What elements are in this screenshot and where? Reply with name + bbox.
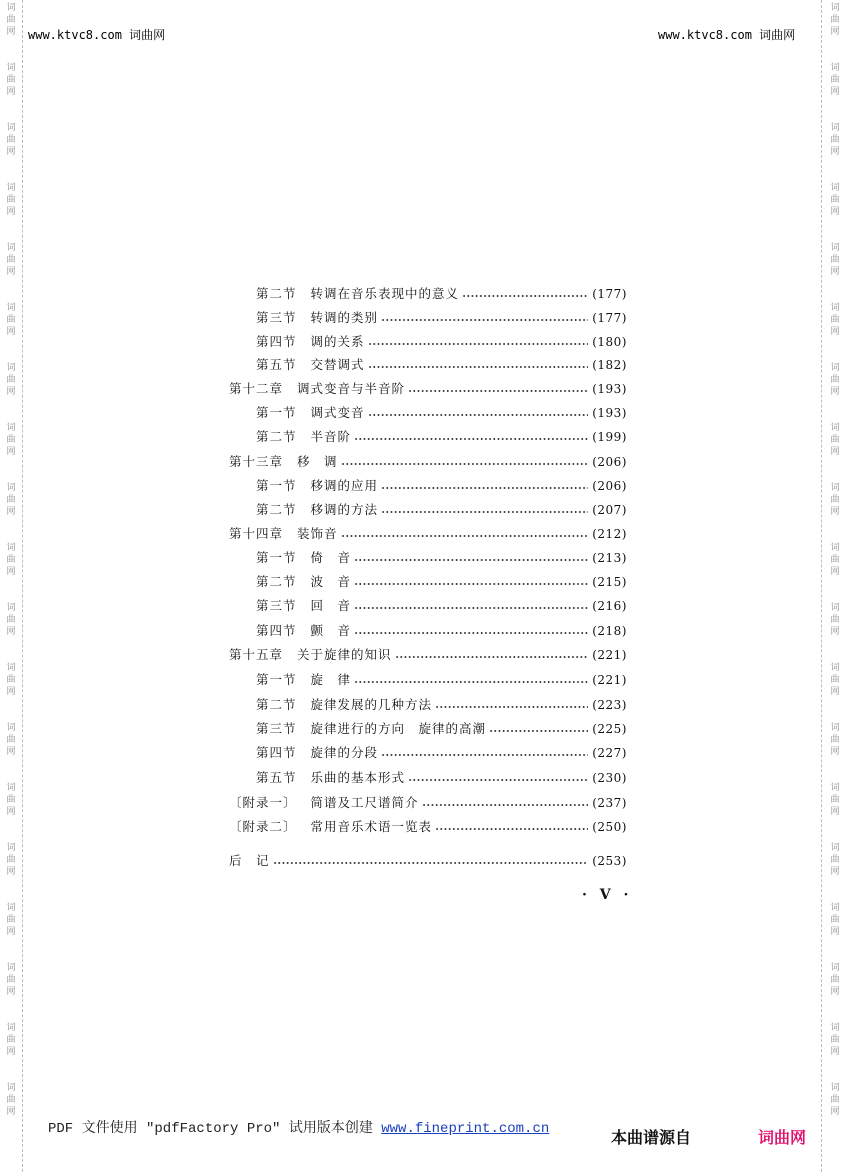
toc-entry[interactable] — [256, 330, 627, 350]
toc-dot-leader — [341, 534, 589, 538]
toc-entry[interactable] — [256, 668, 627, 688]
toc-entry-title: 倚 音 — [310, 550, 352, 565]
toc-entry-title: 调式变音 — [310, 405, 365, 420]
source-label: 本曲谱源自 — [611, 1128, 692, 1147]
header-url-left[interactable]: www.ktvc8.com 词曲网 — [28, 28, 166, 42]
toc-entry-number: 第二节 — [256, 286, 297, 301]
watermark-text: 词 曲 网 — [830, 723, 840, 757]
toc-entry-title: 调式变音与半音阶 — [297, 381, 406, 396]
toc-entry-title: 旋律的分段 — [310, 745, 379, 760]
toc-dot-leader — [354, 582, 588, 586]
watermark-text: 词 曲 网 — [830, 483, 840, 517]
toc-dot-leader — [381, 510, 588, 514]
toc-entry-page: (215) — [592, 575, 627, 589]
toc-dot-leader — [368, 365, 589, 369]
toc-entry-number: 〔附录一〕 — [229, 795, 297, 810]
toc-entry-number: 第三节 — [256, 598, 297, 613]
watermark-text: 词 曲 网 — [6, 603, 16, 637]
toc-entry[interactable] — [256, 619, 627, 639]
toc-entry-number: 第一节 — [256, 405, 297, 420]
watermark-text: 词 曲 网 — [830, 603, 840, 637]
toc-dot-leader — [368, 413, 589, 417]
toc-entry[interactable] — [256, 401, 627, 421]
toc-entry-title: 半音阶 — [310, 429, 352, 444]
watermark-text: 词 曲 网 — [830, 363, 840, 397]
toc-dot-leader — [408, 389, 588, 393]
watermark-text: 词 曲 网 — [6, 543, 16, 577]
toc-entry-title: 移 调 — [297, 454, 338, 469]
watermark-text: 词 曲 网 — [830, 543, 840, 577]
toc-dot-leader — [354, 680, 588, 684]
toc-entry-title: 回 音 — [310, 598, 352, 613]
fineprint-link[interactable]: www.fineprint.com.cn — [381, 1121, 550, 1137]
watermark-text: 词 曲 网 — [830, 183, 840, 217]
toc-entry-page: (199) — [592, 430, 627, 444]
watermark-text: 词 曲 网 — [830, 963, 840, 997]
toc-entry[interactable] — [256, 425, 627, 445]
watermark-text: 词 曲 网 — [6, 123, 16, 157]
toc-dot-leader — [354, 606, 588, 610]
toc-entry-title: 常用音乐术语一览表 — [310, 819, 433, 834]
toc-entry[interactable] — [229, 815, 627, 835]
toc-entry-page: (253) — [592, 854, 627, 868]
watermark-text: 词 曲 网 — [6, 183, 16, 217]
toc-entry-number: 第一节 — [256, 672, 297, 687]
toc-entry[interactable] — [256, 766, 627, 786]
toc-entry-page: (216) — [592, 599, 627, 613]
watermark-text: 词 曲 网 — [6, 783, 16, 817]
toc-dot-leader — [368, 342, 589, 346]
toc-entry-number: 〔附录二〕 — [229, 819, 297, 834]
toc-dot-leader — [408, 778, 588, 782]
toc-entry-page: (221) — [592, 673, 627, 687]
toc-entry-page: (193) — [592, 406, 627, 420]
toc-entry[interactable] — [256, 282, 627, 302]
toc-dot-leader — [462, 294, 588, 298]
toc-entry[interactable] — [256, 741, 627, 761]
source-brand-link[interactable]: 词曲网 — [758, 1128, 807, 1147]
toc-entry-page: (237) — [592, 796, 627, 810]
page-number: · Ⅴ · — [582, 887, 633, 903]
toc-entry-number: 第四节 — [256, 745, 297, 760]
toc-dot-leader — [381, 753, 588, 757]
toc-entry-title: 转调在音乐表现中的意义 — [310, 286, 460, 301]
toc-entry-page: (227) — [592, 746, 627, 760]
toc-dot-leader — [354, 437, 588, 441]
watermark-text: 词 曲 网 — [830, 63, 840, 97]
toc-dot-leader — [381, 486, 588, 490]
toc-entry[interactable] — [229, 377, 627, 397]
watermark-text: 词 曲 网 — [830, 663, 840, 697]
toc-entry[interactable] — [256, 717, 627, 737]
toc-entry-number: 第一节 — [256, 478, 297, 493]
toc-entry-title: 移调的应用 — [310, 478, 379, 493]
toc-dot-leader — [489, 729, 588, 733]
watermark-text: 词 曲 网 — [830, 1083, 840, 1117]
toc-dot-leader — [354, 631, 588, 635]
toc-entry[interactable] — [256, 570, 627, 590]
toc-entry-title: 调的关系 — [310, 334, 365, 349]
watermark-text: 词 曲 网 — [6, 903, 16, 937]
toc-entry-title: 乐曲的基本形式 — [310, 770, 406, 785]
toc-entry-page: (218) — [592, 624, 627, 638]
toc-entry-page: (221) — [592, 648, 627, 662]
pdf-footer — [48, 1117, 549, 1137]
toc-entry[interactable] — [256, 594, 627, 614]
toc-entry-number: 第一节 — [256, 550, 297, 565]
toc-entry-page: (206) — [592, 455, 627, 469]
toc-entry-title: 简谱及工尺谱简介 — [310, 795, 419, 810]
toc-entry-number: 第二节 — [256, 502, 297, 517]
toc-entry[interactable] — [229, 450, 627, 470]
watermark-text: 词 曲 网 — [830, 123, 840, 157]
toc-dot-leader — [341, 462, 589, 466]
watermark-text: 词 曲 网 — [6, 243, 16, 277]
watermark-text: 词 曲 网 — [6, 843, 16, 877]
toc-entry-title: 关于旋律的知识 — [297, 647, 392, 662]
toc-entry[interactable] — [229, 522, 627, 542]
toc-entry-number: 第四节 — [256, 623, 297, 638]
toc-dot-leader — [435, 827, 588, 831]
toc-entry-title: 旋 律 — [310, 672, 352, 687]
watermark-text: 词 曲 网 — [830, 783, 840, 817]
watermark-text: 词 曲 网 — [6, 63, 16, 97]
watermark-text: 词 曲 网 — [830, 243, 840, 277]
watermark-text: 词 曲 网 — [6, 663, 16, 697]
toc-entry-number: 第二节 — [256, 574, 297, 589]
toc-entry-number: 第十三章 — [229, 454, 284, 469]
toc-entry-number: 第十四章 — [229, 526, 284, 541]
toc-entry-number: 第三节 — [256, 721, 297, 736]
watermark-text: 词 曲 网 — [830, 303, 840, 337]
toc-entry-page: (180) — [592, 335, 627, 349]
toc-entry[interactable] — [256, 474, 627, 494]
toc-entry[interactable] — [256, 353, 627, 373]
toc-entry-page: (225) — [592, 722, 627, 736]
toc-entry-page: (223) — [592, 698, 627, 712]
header-url-right[interactable]: www.ktvc8.com 词曲网 — [658, 28, 796, 42]
toc-entry-page: (206) — [592, 479, 627, 493]
watermark-text: 词 曲 网 — [830, 1023, 840, 1057]
toc-entry-title: 移调的方法 — [310, 502, 379, 517]
toc-entry[interactable] — [256, 498, 627, 518]
toc-entry-page: (207) — [592, 503, 627, 517]
toc-dot-leader — [273, 861, 589, 865]
toc-entry-number: 第三节 — [256, 310, 297, 325]
pdf-footer-text: PDF 文件使用 "pdfFactory Pro" 试用版本创建 — [48, 1121, 382, 1137]
toc-entry-title: 装饰音 — [297, 526, 338, 541]
toc-entry-title: 颤 音 — [310, 623, 352, 638]
toc-entry-page: (177) — [592, 311, 627, 325]
toc-entry-number: 第五节 — [256, 770, 297, 785]
watermark-text: 词 曲 网 — [6, 423, 16, 457]
toc-entry[interactable] — [256, 546, 627, 566]
toc-entry-number: 第二节 — [256, 697, 297, 712]
watermark-text: 词 曲 网 — [6, 483, 16, 517]
toc-entry-page: (193) — [592, 382, 627, 396]
toc-entry-page: (212) — [592, 527, 627, 541]
toc-entry[interactable] — [229, 849, 627, 869]
toc-entry-number: 第五节 — [256, 357, 297, 372]
toc-dot-leader — [395, 655, 589, 659]
toc-dot-leader — [381, 318, 588, 322]
watermark-text: 词 曲 网 — [6, 963, 16, 997]
toc-entry-title: 交替调式 — [310, 357, 365, 372]
watermark-text: 词 曲 网 — [830, 3, 840, 37]
toc-entry-title: 转调的类别 — [310, 310, 379, 325]
watermark-text: 词 曲 网 — [6, 363, 16, 397]
toc-entry-page: (177) — [592, 287, 627, 301]
toc-entry-page: (213) — [592, 551, 627, 565]
toc-entry-number: 第十五章 — [229, 647, 284, 662]
watermark-text: 词 曲 网 — [830, 843, 840, 877]
watermark-text: 词 曲 网 — [6, 3, 16, 37]
watermark-text: 词 曲 网 — [6, 303, 16, 337]
toc-entry[interactable] — [229, 643, 627, 663]
toc-entry-title: 波 音 — [310, 574, 352, 589]
toc-entry-title: 旋律进行的方向 旋律的高潮 — [310, 721, 487, 736]
toc-entry-number: 后 记 — [229, 853, 270, 868]
toc-entry-number: 第十二章 — [229, 381, 284, 396]
toc-entry-page: (230) — [592, 771, 627, 785]
toc-entry[interactable] — [229, 791, 627, 811]
watermark-text: 词 曲 网 — [6, 723, 16, 757]
watermark-text: 词 曲 网 — [830, 903, 840, 937]
toc-entry-page: (182) — [592, 358, 627, 372]
toc-entry-number: 第二节 — [256, 429, 297, 444]
toc-dot-leader — [422, 803, 589, 807]
watermark-text: 词 曲 网 — [830, 423, 840, 457]
toc-entry[interactable] — [256, 693, 627, 713]
toc-dot-leader — [435, 705, 588, 709]
toc-entry[interactable] — [256, 306, 627, 326]
toc-entry-number: 第四节 — [256, 334, 297, 349]
toc-entry-title: 旋律发展的几种方法 — [310, 697, 433, 712]
toc-dot-leader — [354, 558, 588, 562]
toc-entry-page: (250) — [592, 820, 627, 834]
watermark-text: 词 曲 网 — [6, 1083, 16, 1117]
watermark-text: 词 曲 网 — [6, 1023, 16, 1057]
